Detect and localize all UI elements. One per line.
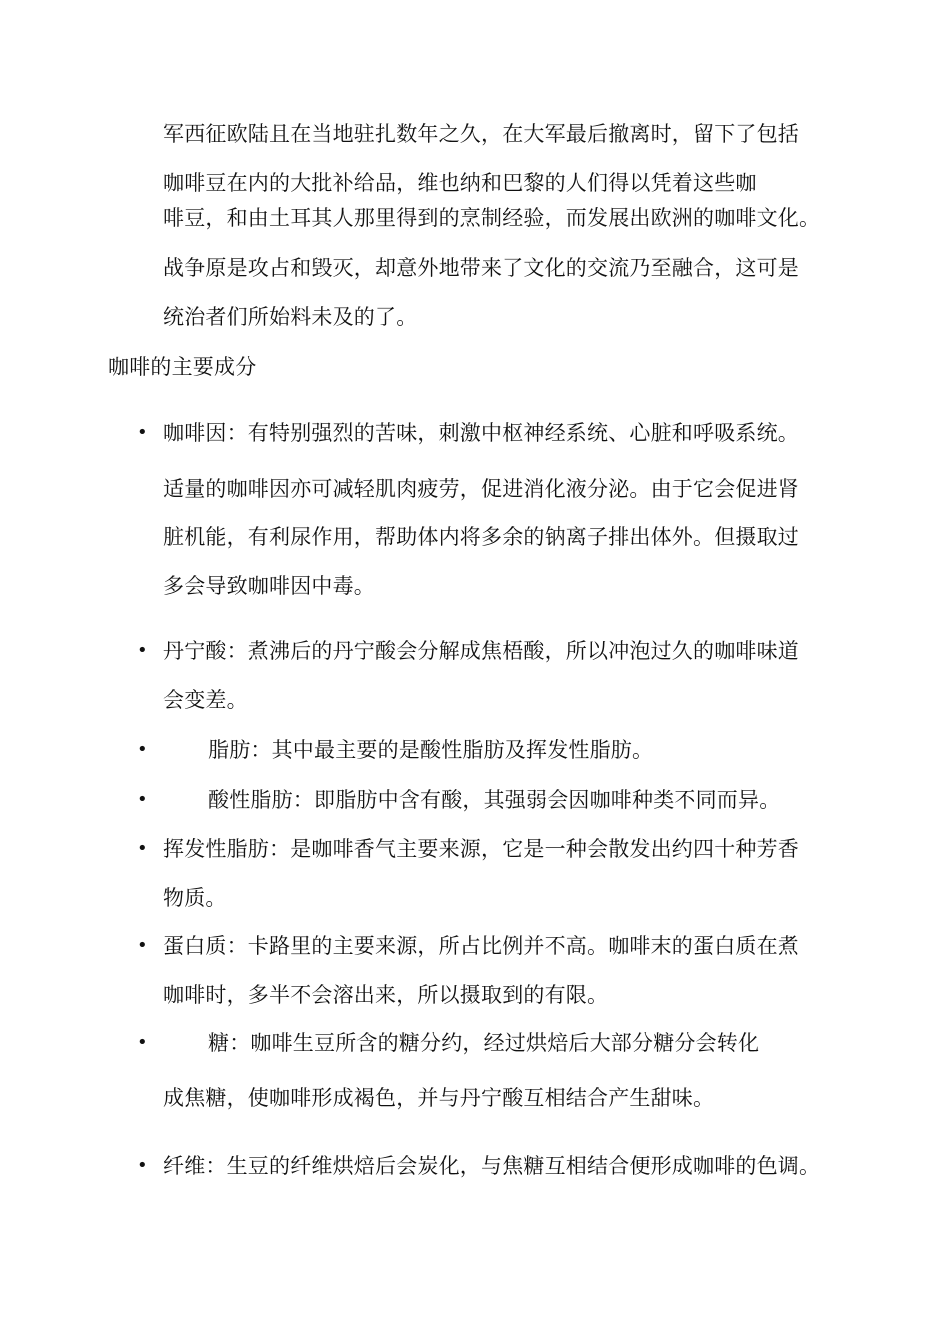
bullet-marker: • <box>137 739 148 760</box>
bullet-marker: • <box>137 789 148 810</box>
list-item-fat-line-1: 脂肪：其中最主要的是酸性脂肪及挥发性脂肪。 <box>208 738 654 762</box>
intro-line-5: 统治者们所始料未及的了。 <box>163 305 418 329</box>
list-item-acid-fat-line-1: 酸性脂肪：即脂肪中含有酸，其强弱会因咖啡种类不同而异。 <box>208 788 781 812</box>
list-item-protein-line-2: 咖啡时，多半不会溶出来，所以摄取到的有限。 <box>163 983 609 1007</box>
list-item-tannin-line-1: 丹宁酸：煮沸后的丹宁酸会分解成焦梧酸，所以冲泡过久的咖啡味道 <box>163 639 799 663</box>
list-item-caffeine-line-3: 脏机能，有利尿作用，帮助体内将多余的钠离子排出体外。但摄取过 <box>163 525 799 549</box>
list-item-caffeine-line-1: 咖啡因：有特别强烈的苦味，刺激中枢神经系统、心脏和呼吸系统。 <box>163 421 799 445</box>
intro-line-1: 军西征欧陆且在当地驻扎数年之久，在大军最后撤离时，留下了包括 <box>163 122 799 146</box>
list-item-volatile-fat-line-1: 挥发性脂肪：是咖啡香气主要来源，它是一种会散发出约四十种芳香 <box>163 837 799 861</box>
list-item-tannin-line-2: 会变差。 <box>163 688 248 712</box>
list-item-caffeine-line-4: 多会导致咖啡因中毒。 <box>163 574 375 598</box>
intro-line-3: 啡豆，和由土耳其人那里得到的烹制经验，而发展出欧洲的咖啡文化。 <box>163 206 821 230</box>
intro-line-4: 战争原是攻占和毁灭，却意外地带来了文化的交流乃至融合，这可是 <box>163 256 799 280</box>
list-item-volatile-fat-line-2: 物质。 <box>163 886 227 910</box>
bullet-marker: • <box>137 935 148 956</box>
bullet-marker: • <box>137 640 148 661</box>
list-item-sugar-line-1: 糖：咖啡生豆所含的糖分约，经过烘焙后大部分糖分会转化 <box>208 1031 760 1055</box>
list-item-fiber-line-1: 纤维：生豆的纤维烘焙后会炭化，与焦糖互相结合便形成咖啡的色调。 <box>163 1154 821 1178</box>
bullet-marker: • <box>137 1032 148 1053</box>
list-item-caffeine-line-2: 适量的咖啡因亦可减轻肌肉疲劳，促进消化液分泌。由于它会促进肾 <box>163 477 799 501</box>
intro-line-2: 咖啡豆在内的大批补给品，维也纳和巴黎的人们得以凭着这些咖 <box>163 171 757 195</box>
list-item-protein-line-1: 蛋白质：卡路里的主要来源，所占比例并不高。咖啡末的蛋白质在煮 <box>163 934 799 958</box>
bullet-marker: • <box>137 422 148 443</box>
list-item-sugar-line-2: 成焦糖，使咖啡形成褐色，并与丹宁酸互相结合产生甜味。 <box>163 1086 715 1110</box>
section-heading: 咖啡的主要成分 <box>108 355 257 379</box>
bullet-marker: • <box>137 1155 148 1176</box>
bullet-marker: • <box>137 838 148 859</box>
